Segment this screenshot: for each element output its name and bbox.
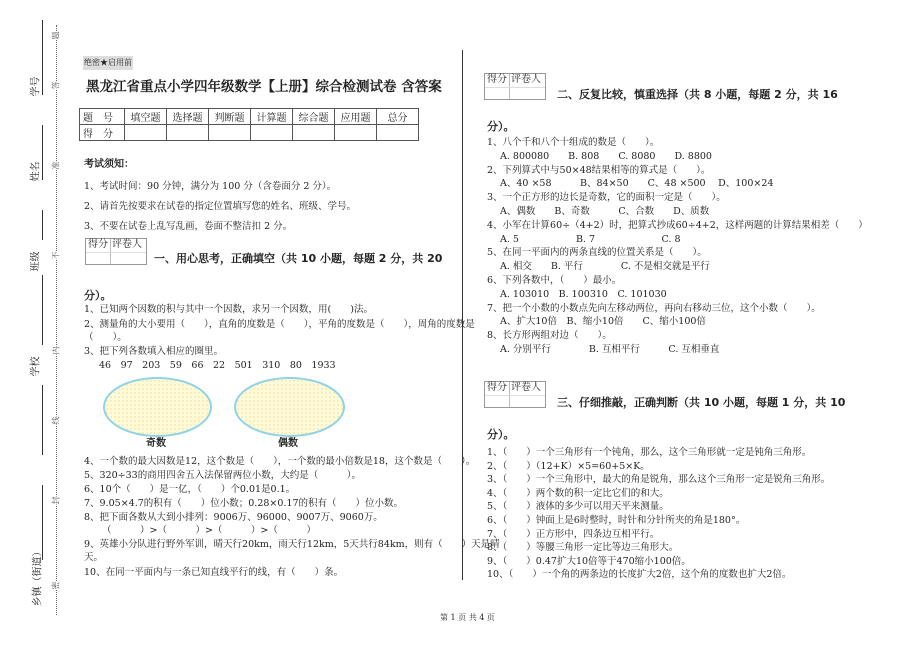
question-line: 7、（ ）正方形中，四条边互相平行。 xyxy=(487,528,660,540)
even-label: 偶数 xyxy=(278,438,298,449)
score-label: 得分 xyxy=(487,74,507,85)
seal-char: 内 xyxy=(51,346,61,355)
question-line: 8、长方形两组对边（ ）。 xyxy=(487,330,612,342)
section3-heading: 三、仔细推敲，正确判断（共 10 小题，每题 1 分，共 10 xyxy=(557,396,846,409)
score-cell[interactable] xyxy=(335,125,377,141)
page-title: 黑龙江省重点小学四年级数学【上册】综合检测试卷 含答案 xyxy=(86,79,442,95)
question-line: 4、（ ）两个数的积一定比它们的和大。 xyxy=(487,487,669,499)
score-cell[interactable] xyxy=(125,125,167,141)
binding-label: 班级 xyxy=(30,251,42,272)
score-cell[interactable] xyxy=(377,125,419,141)
score-table-header: 计算题 xyxy=(251,109,293,125)
section2-heading-cont: 分）。 xyxy=(487,120,515,133)
notice-item: 3、不要在试卷上乱写乱画，卷面不整洁扣 2 分。 xyxy=(84,221,293,232)
blank-line xyxy=(42,275,43,345)
even-numbers-oval xyxy=(234,377,345,437)
answer-options: A、扩大10倍 B、缩小10倍 C、缩小100倍 xyxy=(500,316,706,328)
question-line: 2、测量角的大小要用（ ），直角的度数是（ ），平角的度数是（ ），周角的度数是 xyxy=(84,319,475,330)
seal-char: 封 xyxy=(51,496,61,505)
grader-box xyxy=(85,238,147,265)
blank-line xyxy=(42,125,43,180)
blank-line xyxy=(42,210,43,240)
grader-box xyxy=(484,381,546,408)
question-line: 4、小军在计算60÷（4+2）时，把算式抄成60÷4+2，这样两题的计算结果相差（ ） xyxy=(487,219,868,231)
question-line: 7、把一个小数的小数点先向左移动两位，再向右移动三位，这个小数（ ）。 xyxy=(487,302,821,314)
notice-item: 1、考试时间：90 分钟，满分为 100 分（含卷面分 2 分）。 xyxy=(84,181,337,192)
odd-numbers-oval xyxy=(103,377,212,437)
question-line: 2、下列算式中与50×48结果相等的算式是（ ）。 xyxy=(487,164,711,176)
score-label: 得分 xyxy=(88,239,108,250)
question-line: （ ）>（ ）>（ ）>（ ） xyxy=(102,525,316,536)
page-number: 第 1 页 共 4 页 xyxy=(440,613,495,622)
score-cell[interactable] xyxy=(167,125,209,141)
question-line: 9、英雄小分队进行野外军训，晴天行20km，雨天行12km，5天共行84km，则有（ ）天是晴 xyxy=(84,539,500,550)
seal-char: 不 xyxy=(51,251,61,260)
grader-label: 评卷人 xyxy=(511,382,541,393)
question-line: 5、（ ）液体的多少可以用天平来测量。 xyxy=(487,501,669,513)
question-line: 5、320÷33的商用四舍五入法保留两位小数，大约是（ ）。 xyxy=(84,470,361,481)
blank-line xyxy=(42,385,43,455)
grader-label: 评卷人 xyxy=(112,239,142,250)
answer-options: A、偶数 B、奇数 C、合数 D、质数 xyxy=(500,206,710,217)
answer-options: A、40 ×58 B、84×50 C、48 ×500 D、100×24 xyxy=(500,178,774,190)
question-line: 1、八个千和八个十组成的数是（ ）。 xyxy=(487,137,660,148)
question-line: 1、（ ）一个三角形有一个钝角，那么，这个三角形就一定是钝角三角形。 xyxy=(487,447,812,458)
seal-line xyxy=(56,25,57,615)
question-line: 3、一个正方形的边长是奇数，它的面积一定是（ ）。 xyxy=(487,192,726,204)
seal-char: 答 xyxy=(51,81,61,90)
score-cell[interactable] xyxy=(293,125,335,141)
answer-options: A. 800080 B. 808 C. 8080 D. 8800 xyxy=(500,150,712,162)
odd-label: 奇数 xyxy=(146,438,166,449)
question-line: 10、在同一平面内与一条已知直线平行的线，有（ ）条。 xyxy=(84,567,344,578)
question-line: 7、9.05×4.7的积有（ ）位小数；0.28×0.17的积有（ ）位小数。 xyxy=(84,498,404,509)
grader-box xyxy=(484,73,546,100)
question-line: 3、（ ）一个三角形中，最大的角是锐角，那么这个三角形一定是锐角三角形。 xyxy=(487,474,831,486)
question-line: 6、10个（ ）是一亿，（ ）个0.01是0.1。 xyxy=(84,484,296,495)
question-line: （ ）。 xyxy=(84,332,127,343)
answer-options: A. 分别平行 B. 互相平行 C. 互相垂直 xyxy=(500,344,720,355)
question-line: 4、一个数的最大因数是12，这个数是（ ），一个数的最小倍数是18，这个数是（ ）。 xyxy=(84,456,476,467)
binding-label: 学号 xyxy=(30,76,42,97)
answer-options: A. 5 B. 7 C. 8 xyxy=(500,233,681,245)
question-line: 10、（ ）一个角的两条边的长度扩大2倍，这个角的度数也扩大2倍。 xyxy=(487,569,792,581)
score-cell[interactable] xyxy=(209,125,251,141)
seal-char: 准 xyxy=(51,161,61,170)
score-table-header: 判断题 xyxy=(209,109,251,125)
question-line: 6、下列各数中，（ ）最小。 xyxy=(487,275,622,286)
question-line: 8、把下面各数从大到小排列：9006万、96000、9007万、9060万。 xyxy=(84,512,383,523)
notice-title: 考试须知： xyxy=(84,159,134,170)
grader-label: 评卷人 xyxy=(511,74,541,85)
column-divider xyxy=(462,50,463,580)
question-line: 1、已知两个因数的积与其中一个因数，求另一个因数，用( )法。 xyxy=(84,304,373,315)
score-table-header: 总分 xyxy=(377,109,419,125)
section1-heading: 一、用心思考，正确填空（共 10 小题，每题 2 分，共 20 xyxy=(154,252,443,265)
answer-options: A. 相交 B. 平行 C. 不是相交就是平行 xyxy=(500,261,710,273)
seal-char: 线 xyxy=(51,416,61,425)
question-line: 46 97 203 59 66 22 501 310 80 1933 xyxy=(99,360,336,371)
question-line: 5、在同一平面内的两条直线的位置关系是（ ）。 xyxy=(487,247,707,259)
section1-heading-cont: 分）。 xyxy=(84,289,112,302)
binding-label: 姓名 xyxy=(30,161,42,182)
section3-heading-cont: 分）。 xyxy=(487,428,515,441)
question-line: 9、（ ）0.47扩大10倍等于470缩小100倍。 xyxy=(487,555,691,567)
score-table-header: 填空题 xyxy=(125,109,167,125)
blank-line xyxy=(42,485,43,560)
blank-line xyxy=(42,20,43,95)
binding-label: 乡镇（街道） xyxy=(32,546,44,607)
notice-item: 2、请首先按要求在试卷的指定位置填写您的姓名、班级、学号。 xyxy=(84,201,357,212)
answer-options: A. 103010 B. 100310 C. 101030 xyxy=(500,288,667,300)
question-line: 8、（ ）等腰三角形一定比等边三角形大。 xyxy=(487,542,679,554)
question-line: 天。 xyxy=(84,552,104,563)
binding-label: 学校 xyxy=(30,356,42,377)
score-cell[interactable] xyxy=(251,125,293,141)
score-label: 得分 xyxy=(487,382,507,393)
score-table xyxy=(79,108,419,141)
score-table-header: 综合题 xyxy=(293,109,335,125)
score-table-header: 题 号 xyxy=(80,109,125,125)
seal-char: 密 xyxy=(51,581,61,590)
score-table-header: 选择题 xyxy=(167,109,209,125)
score-row-label: 得 分 xyxy=(80,125,125,141)
seal-char: 题 xyxy=(51,31,61,40)
question-line: 3、把下列各数填入相应的圈里。 xyxy=(84,346,224,357)
section2-heading: 二、反复比较，慎重选择（共 8 小题，每题 2 分，共 16 xyxy=(557,88,838,101)
question-line: 6、（ ）钟面上是6时整时，时针和分针所夹的角是180°。 xyxy=(487,515,746,526)
secret-label: 绝密★启用前 xyxy=(83,56,133,70)
question-line: 2、（ ）（12+K）×5=60+5×K。 xyxy=(487,460,650,472)
score-table-header: 应用题 xyxy=(335,109,377,125)
